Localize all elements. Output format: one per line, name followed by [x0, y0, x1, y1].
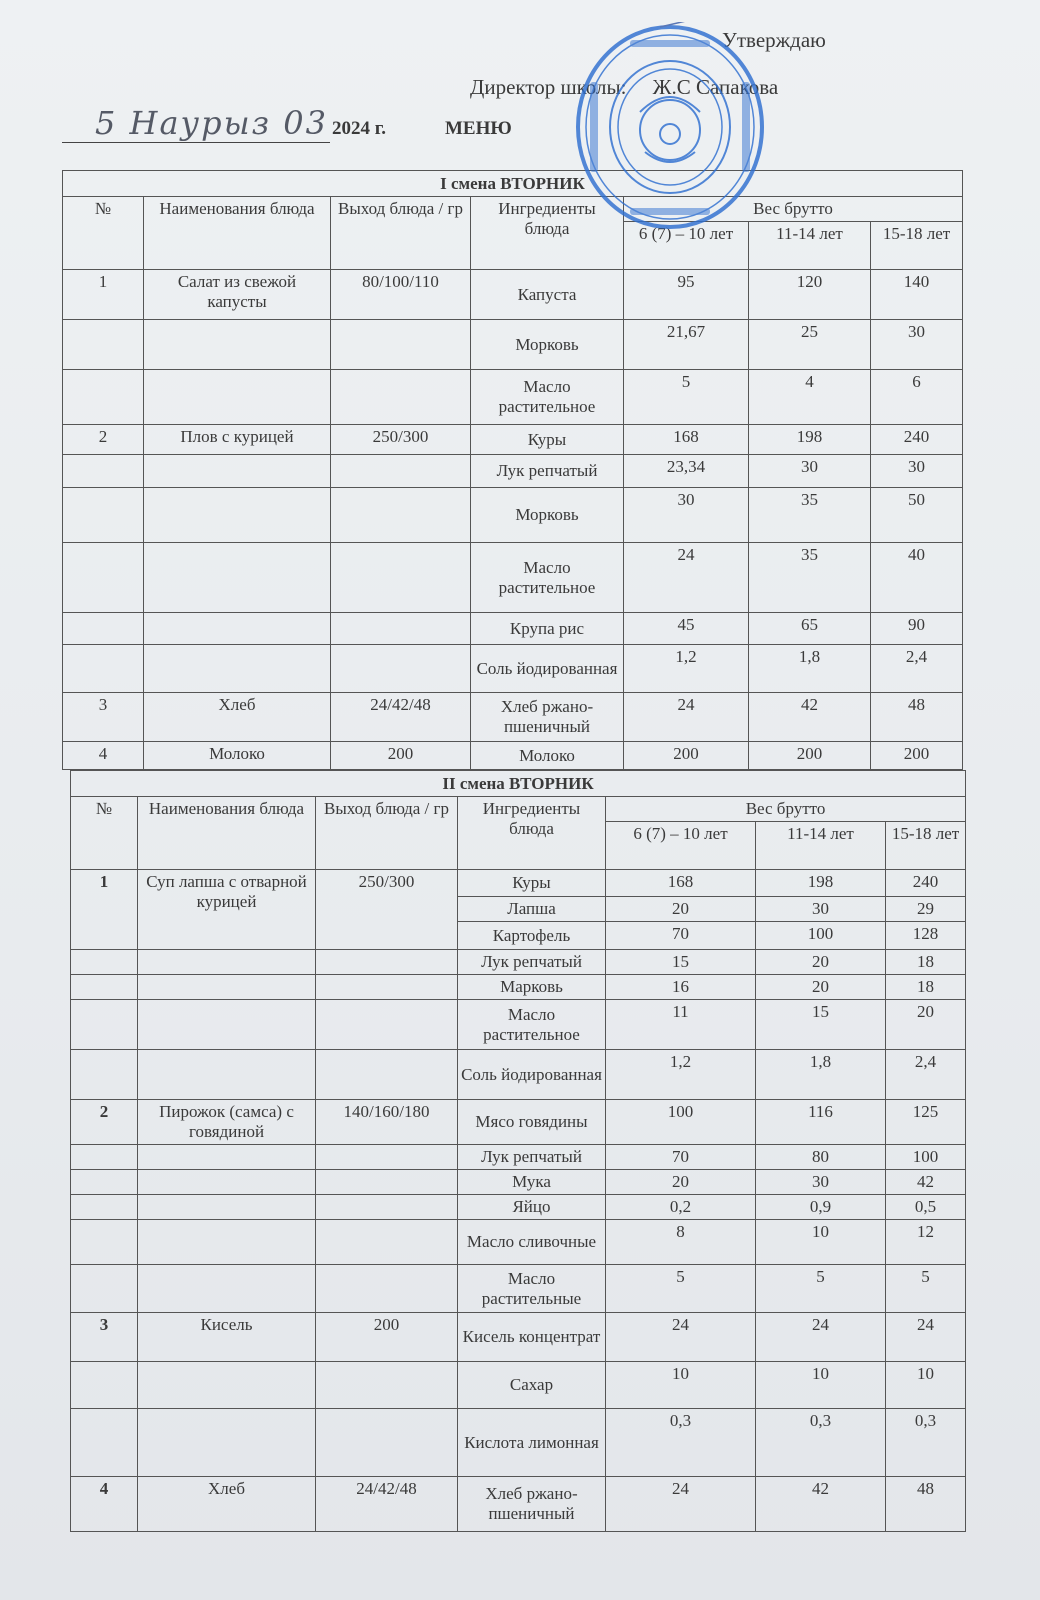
- dish-number: [63, 613, 144, 645]
- weight-age-3: 2,4: [871, 645, 963, 693]
- weight-age-2: 30: [756, 1170, 886, 1195]
- dish-number: [71, 1220, 138, 1265]
- dish-output: [316, 1000, 458, 1050]
- dish-number: 2: [63, 425, 144, 455]
- dish-number: [63, 455, 144, 488]
- dish-number: 1: [71, 870, 138, 950]
- dish-number: [71, 1145, 138, 1170]
- weight-age-3: 18: [886, 950, 966, 975]
- dish-output: [316, 1050, 458, 1100]
- weight-age-1: 200: [624, 742, 749, 770]
- weight-age-1: 8: [606, 1220, 756, 1265]
- weight-age-1: 24: [624, 543, 749, 613]
- dish-output: [316, 975, 458, 1000]
- dish-name: Пирожок (самса) с говядиной: [138, 1100, 316, 1145]
- weight-age-3: 48: [871, 693, 963, 742]
- col-ingredients: Ингредиенты блюда: [471, 197, 624, 270]
- dish-name: [138, 1145, 316, 1170]
- weight-age-3: 0,5: [886, 1195, 966, 1220]
- weight-age-2: 20: [756, 975, 886, 1000]
- approve-label: Утверждаю: [722, 28, 826, 52]
- ingredient-name: Картофель: [458, 922, 606, 950]
- weight-age-1: 24: [606, 1313, 756, 1362]
- dish-output: [316, 1362, 458, 1409]
- col-age1: 6 (7) – 10 лет: [624, 222, 749, 270]
- dish-number: [71, 1362, 138, 1409]
- dish-output: [331, 320, 471, 370]
- dish-name: [144, 645, 331, 693]
- weight-age-3: 12: [886, 1220, 966, 1265]
- weight-age-2: 42: [756, 1477, 886, 1532]
- ingredient-name: Соль йодированная: [458, 1050, 606, 1100]
- weight-age-1: 100: [606, 1100, 756, 1145]
- dish-number: 4: [63, 742, 144, 770]
- dish-number: [71, 1195, 138, 1220]
- handwritten-date: 5 Наурыз 03: [95, 104, 328, 142]
- col-weight: Вес брутто: [606, 797, 966, 822]
- dish-number: [71, 1170, 138, 1195]
- weight-age-3: 2,4: [886, 1050, 966, 1100]
- weight-age-1: 24: [606, 1477, 756, 1532]
- weight-age-2: 5: [756, 1265, 886, 1313]
- table-row: [63, 320, 963, 370]
- col-num: №: [63, 197, 144, 270]
- dish-name: Кисель: [138, 1313, 316, 1362]
- weight-age-2: 0,3: [756, 1409, 886, 1477]
- ingredient-name: Масло растительное: [471, 543, 624, 613]
- weight-age-3: 30: [871, 320, 963, 370]
- shift2-title: II смена ВТОРНИК: [71, 771, 966, 797]
- weight-age-3: 125: [886, 1100, 966, 1145]
- table-row: [63, 370, 963, 425]
- weight-age-1: 168: [606, 870, 756, 897]
- ingredient-name: Куры: [458, 870, 606, 897]
- dish-name: [138, 1265, 316, 1313]
- weight-age-3: 10: [886, 1362, 966, 1409]
- ingredient-name: Капуста: [471, 270, 624, 320]
- weight-age-3: 128: [886, 922, 966, 950]
- weight-age-1: 1,2: [624, 645, 749, 693]
- table-row: [63, 455, 963, 488]
- dish-output: [316, 1265, 458, 1313]
- dish-number: [71, 975, 138, 1000]
- table-row: [63, 613, 963, 645]
- dish-name: Хлеб: [138, 1477, 316, 1532]
- date-underline: [62, 142, 330, 143]
- weight-age-1: 20: [606, 897, 756, 922]
- weight-age-1: 16: [606, 975, 756, 1000]
- weight-age-1: 30: [624, 488, 749, 543]
- weight-age-2: 198: [749, 425, 871, 455]
- ingredient-name: Куры: [471, 425, 624, 455]
- dish-number: 1: [63, 270, 144, 320]
- weight-age-2: 24: [756, 1313, 886, 1362]
- weight-age-1: 70: [606, 922, 756, 950]
- weight-age-3: 90: [871, 613, 963, 645]
- weight-age-3: 48: [886, 1477, 966, 1532]
- table-row: [71, 1220, 966, 1265]
- table-row: [63, 425, 963, 455]
- table-row: [63, 488, 963, 543]
- table-row: [71, 870, 966, 897]
- col-ingredients: Ингредиенты блюда: [458, 797, 606, 870]
- table-row: [71, 1050, 966, 1100]
- ingredient-name: Крупа рис: [471, 613, 624, 645]
- dish-name: [138, 975, 316, 1000]
- table-row: [71, 1195, 966, 1220]
- ingredient-name: Кислота лимонная: [458, 1409, 606, 1477]
- weight-age-3: 6: [871, 370, 963, 425]
- dish-number: [63, 488, 144, 543]
- dish-name: [144, 320, 331, 370]
- dish-output: [331, 488, 471, 543]
- col-name: Наименования блюда: [138, 797, 316, 870]
- table-row: [71, 1000, 966, 1050]
- dish-output: [316, 950, 458, 975]
- dish-number: 3: [71, 1313, 138, 1362]
- dish-name: [144, 455, 331, 488]
- dish-name: Молоко: [144, 742, 331, 770]
- ingredient-name: Соль йодированная: [471, 645, 624, 693]
- dish-number: [71, 1409, 138, 1477]
- dish-output: [316, 1409, 458, 1477]
- ingredient-name: Молоко: [471, 742, 624, 770]
- weight-age-3: 24: [886, 1313, 966, 1362]
- col-age3: 15-18 лет: [886, 822, 966, 870]
- weight-age-2: 20: [756, 950, 886, 975]
- weight-age-2: 30: [749, 455, 871, 488]
- table-row: [63, 543, 963, 613]
- weight-age-2: 65: [749, 613, 871, 645]
- table-row: [71, 1313, 966, 1362]
- dish-number: [71, 950, 138, 975]
- dish-output: [331, 613, 471, 645]
- col-age2: 11-14 лет: [756, 822, 886, 870]
- dish-name: [144, 613, 331, 645]
- weight-age-1: 0,2: [606, 1195, 756, 1220]
- weight-age-2: 120: [749, 270, 871, 320]
- shift1-table: [62, 170, 963, 770]
- dish-output: [316, 1220, 458, 1265]
- weight-age-1: 20: [606, 1170, 756, 1195]
- ingredient-name: Мука: [458, 1170, 606, 1195]
- table-row: [71, 1100, 966, 1145]
- dish-name: Плов с курицей: [144, 425, 331, 455]
- ingredient-name: Морковь: [471, 320, 624, 370]
- dish-name: [138, 1050, 316, 1100]
- ingredient-name: Масло растительное: [471, 370, 624, 425]
- weight-age-3: 50: [871, 488, 963, 543]
- table-row: [71, 1265, 966, 1313]
- weight-age-1: 5: [624, 370, 749, 425]
- ingredient-name: Хлеб ржано-пшеничный: [471, 693, 624, 742]
- dish-name: [144, 370, 331, 425]
- dish-number: 3: [63, 693, 144, 742]
- weight-age-3: 29: [886, 897, 966, 922]
- table-row: [71, 1145, 966, 1170]
- dish-name: Хлеб: [144, 693, 331, 742]
- weight-age-1: 70: [606, 1145, 756, 1170]
- dish-output: 140/160/180: [316, 1100, 458, 1145]
- table-row: [71, 975, 966, 1000]
- dish-number: [71, 1265, 138, 1313]
- ingredient-name: Сахар: [458, 1362, 606, 1409]
- dish-name: [138, 1195, 316, 1220]
- dish-output: 250/300: [316, 870, 458, 950]
- weight-age-1: 5: [606, 1265, 756, 1313]
- menu-title: МЕНЮ: [445, 118, 512, 139]
- weight-age-2: 1,8: [749, 645, 871, 693]
- ingredient-name: Хлеб ржано-пшеничный: [458, 1477, 606, 1532]
- dish-output: [331, 370, 471, 425]
- weight-age-3: 20: [886, 1000, 966, 1050]
- ingredient-name: Марковь: [458, 975, 606, 1000]
- ingredient-name: Морковь: [471, 488, 624, 543]
- dish-number: [71, 1000, 138, 1050]
- dish-output: 24/42/48: [331, 693, 471, 742]
- weight-age-3: 200: [871, 742, 963, 770]
- weight-age-2: 42: [749, 693, 871, 742]
- weight-age-3: 42: [886, 1170, 966, 1195]
- weight-age-3: 140: [871, 270, 963, 320]
- table-row: [63, 270, 963, 320]
- table-row: [63, 742, 963, 770]
- dish-name: Суп лапша с отварной курицей: [138, 870, 316, 950]
- school-stamp: [570, 22, 770, 232]
- table-row: [71, 1170, 966, 1195]
- shift2-table: [70, 770, 966, 1532]
- col-age3: 15-18 лет: [871, 222, 963, 270]
- dish-name: [138, 1220, 316, 1265]
- weight-age-3: 5: [886, 1265, 966, 1313]
- weight-age-2: 80: [756, 1145, 886, 1170]
- ingredient-name: Лапша: [458, 897, 606, 922]
- weight-age-2: 35: [749, 543, 871, 613]
- table-row: [71, 1409, 966, 1477]
- weight-age-3: 100: [886, 1145, 966, 1170]
- director-line: Директор школы: Ж.С Сапакова: [470, 75, 779, 99]
- weight-age-2: 0,9: [756, 1195, 886, 1220]
- dish-number: 2: [71, 1100, 138, 1145]
- weight-age-3: 240: [871, 425, 963, 455]
- weight-age-3: 30: [871, 455, 963, 488]
- col-output: Выход блюда / гр: [316, 797, 458, 870]
- weight-age-1: 10: [606, 1362, 756, 1409]
- dish-output: 200: [331, 742, 471, 770]
- dish-number: 4: [71, 1477, 138, 1532]
- ingredient-name: Лук репчатый: [458, 950, 606, 975]
- weight-age-1: 24: [624, 693, 749, 742]
- dish-name: [138, 1409, 316, 1477]
- weight-age-1: 1,2: [606, 1050, 756, 1100]
- weight-age-1: 95: [624, 270, 749, 320]
- weight-age-2: 10: [756, 1220, 886, 1265]
- dish-output: 200: [316, 1313, 458, 1362]
- weight-age-2: 1,8: [756, 1050, 886, 1100]
- dish-number: [71, 1050, 138, 1100]
- dish-output: [331, 543, 471, 613]
- weight-age-3: 18: [886, 975, 966, 1000]
- dish-output: 250/300: [331, 425, 471, 455]
- dish-output: [316, 1145, 458, 1170]
- ingredient-name: Масло растительное: [458, 1000, 606, 1050]
- weight-age-2: 15: [756, 1000, 886, 1050]
- dish-name: [138, 1000, 316, 1050]
- weight-age-1: 168: [624, 425, 749, 455]
- table-row: [63, 693, 963, 742]
- ingredient-name: Лук репчатый: [471, 455, 624, 488]
- weight-age-2: 25: [749, 320, 871, 370]
- weight-age-2: 4: [749, 370, 871, 425]
- col-name: Наименования блюда: [144, 197, 331, 270]
- table-row: [71, 1477, 966, 1532]
- year-label: 2024 г.: [332, 118, 386, 139]
- dish-name: [138, 1170, 316, 1195]
- shift1-title: I смена ВТОРНИК: [63, 171, 963, 197]
- weight-age-3: 240: [886, 870, 966, 897]
- weight-age-1: 0,3: [606, 1409, 756, 1477]
- dish-number: [63, 320, 144, 370]
- weight-age-2: 30: [756, 897, 886, 922]
- dish-number: [63, 370, 144, 425]
- ingredient-name: Масло сливочные: [458, 1220, 606, 1265]
- table-row: [63, 645, 963, 693]
- weight-age-1: 21,67: [624, 320, 749, 370]
- ingredient-name: Мясо говядины: [458, 1100, 606, 1145]
- dish-name: [144, 488, 331, 543]
- weight-age-3: 0,3: [886, 1409, 966, 1477]
- weight-age-1: 23,34: [624, 455, 749, 488]
- dish-output: [331, 455, 471, 488]
- col-num: №: [71, 797, 138, 870]
- weight-age-2: 116: [756, 1100, 886, 1145]
- dish-name: [138, 1362, 316, 1409]
- col-output: Выход блюда / гр: [331, 197, 471, 270]
- dish-output: 80/100/110: [331, 270, 471, 320]
- dish-output: [316, 1195, 458, 1220]
- dish-output: [331, 645, 471, 693]
- table-row: [71, 1362, 966, 1409]
- weight-age-2: 35: [749, 488, 871, 543]
- weight-age-3: 40: [871, 543, 963, 613]
- ingredient-name: Масло растительные: [458, 1265, 606, 1313]
- ingredient-name: Яйцо: [458, 1195, 606, 1220]
- col-age2: 11-14 лет: [749, 222, 871, 270]
- dish-name: Салат из свежой капусты: [144, 270, 331, 320]
- dish-name: [144, 543, 331, 613]
- ingredient-name: Лук репчатый: [458, 1145, 606, 1170]
- dish-name: [138, 950, 316, 975]
- weight-age-1: 11: [606, 1000, 756, 1050]
- table-row: [71, 950, 966, 975]
- weight-age-2: 10: [756, 1362, 886, 1409]
- ingredient-name: Кисель концентрат: [458, 1313, 606, 1362]
- dish-number: [63, 543, 144, 613]
- dish-number: [63, 645, 144, 693]
- dish-output: [316, 1170, 458, 1195]
- weight-age-1: 45: [624, 613, 749, 645]
- weight-age-1: 15: [606, 950, 756, 975]
- col-weight: Вес брутто: [624, 197, 963, 222]
- weight-age-2: 100: [756, 922, 886, 950]
- weight-age-2: 198: [756, 870, 886, 897]
- dish-output: 24/42/48: [316, 1477, 458, 1532]
- col-age1: 6 (7) – 10 лет: [606, 822, 756, 870]
- weight-age-2: 200: [749, 742, 871, 770]
